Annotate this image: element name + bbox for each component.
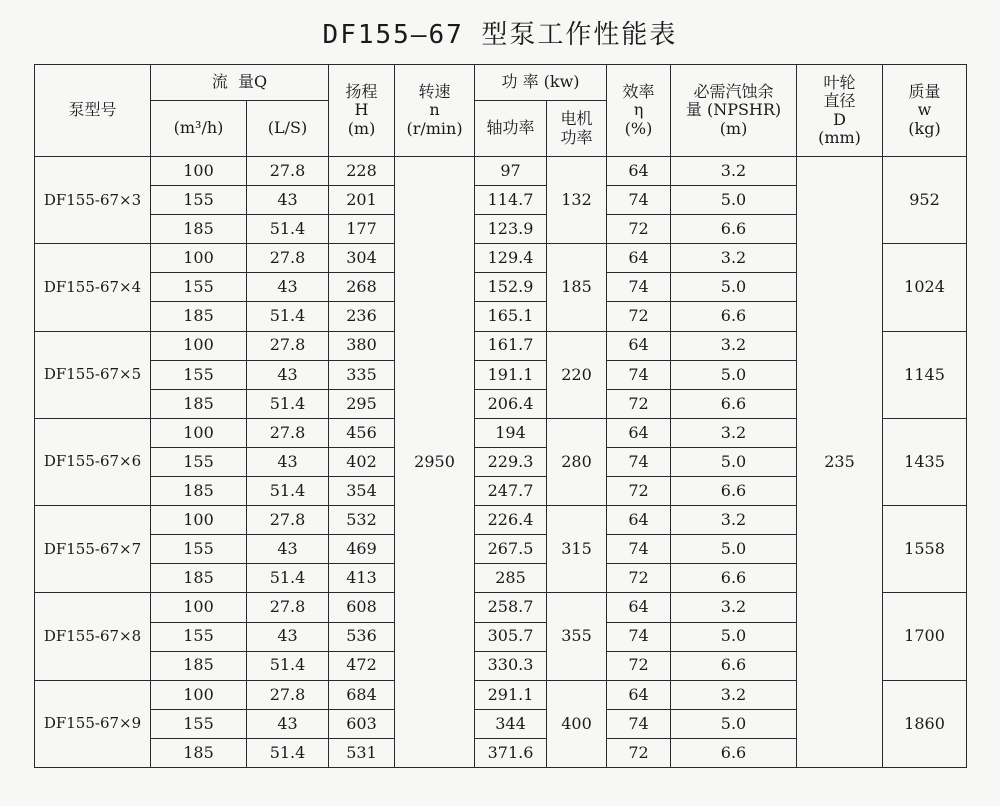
flow-m3h-cell: 100: [151, 593, 247, 622]
flow-m3h-cell: 155: [151, 622, 247, 651]
flow-m3h-cell: 155: [151, 447, 247, 476]
flow-ls-cell: 51.4: [247, 738, 329, 767]
header-impeller: 叶轮 直径 D (mm): [797, 65, 883, 157]
shaft-power-cell: 129.4: [475, 244, 547, 273]
head-cell: 236: [329, 302, 395, 331]
mass-cell: 1860: [883, 680, 967, 767]
flow-m3h-cell: 155: [151, 273, 247, 302]
head-cell: 335: [329, 360, 395, 389]
shaft-power-cell: 371.6: [475, 738, 547, 767]
flow-m3h-cell: 185: [151, 389, 247, 418]
npshr-cell: 5.0: [671, 535, 797, 564]
shaft-power-cell: 291.1: [475, 680, 547, 709]
head-cell: 295: [329, 389, 395, 418]
head-cell: 228: [329, 157, 395, 186]
head-cell: 608: [329, 593, 395, 622]
flow-m3h-cell: 185: [151, 738, 247, 767]
flow-m3h-cell: 185: [151, 215, 247, 244]
efficiency-cell: 64: [607, 506, 671, 535]
npshr-cell: 5.0: [671, 273, 797, 302]
mass-cell: 952: [883, 157, 967, 244]
flow-ls-cell: 27.8: [247, 593, 329, 622]
flow-m3h-cell: 100: [151, 331, 247, 360]
head-cell: 413: [329, 564, 395, 593]
mass-cell: 1024: [883, 244, 967, 331]
flow-m3h-cell: 100: [151, 244, 247, 273]
head-cell: 469: [329, 535, 395, 564]
flow-m3h-cell: 185: [151, 477, 247, 506]
efficiency-cell: 72: [607, 477, 671, 506]
flow-ls-cell: 43: [247, 535, 329, 564]
shaft-power-cell: 330.3: [475, 651, 547, 680]
flow-ls-cell: 51.4: [247, 651, 329, 680]
model-cell: DF155-67×8: [35, 593, 151, 680]
head-cell: 201: [329, 186, 395, 215]
model-cell: DF155-67×4: [35, 244, 151, 331]
npshr-cell: 6.6: [671, 477, 797, 506]
npshr-cell: 5.0: [671, 447, 797, 476]
npshr-cell: 5.0: [671, 622, 797, 651]
flow-ls-cell: 43: [247, 622, 329, 651]
motor-power-cell: 315: [547, 506, 607, 593]
efficiency-cell: 74: [607, 186, 671, 215]
motor-power-cell: 220: [547, 331, 607, 418]
efficiency-cell: 74: [607, 273, 671, 302]
mass-cell: 1558: [883, 506, 967, 593]
shaft-power-cell: 285: [475, 564, 547, 593]
header-power: 功 率 (kw): [475, 65, 607, 101]
shaft-power-cell: 229.3: [475, 447, 547, 476]
head-cell: 304: [329, 244, 395, 273]
flow-ls-cell: 51.4: [247, 477, 329, 506]
efficiency-cell: 74: [607, 535, 671, 564]
head-cell: 380: [329, 331, 395, 360]
table-row: [35, 157, 967, 186]
head-cell: 603: [329, 709, 395, 738]
npshr-cell: 6.6: [671, 389, 797, 418]
shaft-power-cell: 152.9: [475, 273, 547, 302]
header-flow-m3h: (m³/h): [151, 101, 247, 157]
flow-m3h-cell: 185: [151, 651, 247, 680]
table-body: [35, 157, 967, 768]
shaft-power-cell: 194: [475, 418, 547, 447]
head-cell: 456: [329, 418, 395, 447]
header-head: 扬程 H (m): [329, 65, 395, 157]
motor-power-cell: 400: [547, 680, 607, 767]
flow-ls-cell: 51.4: [247, 302, 329, 331]
flow-ls-cell: 27.8: [247, 680, 329, 709]
efficiency-cell: 64: [607, 244, 671, 273]
efficiency-cell: 74: [607, 622, 671, 651]
npshr-cell: 5.0: [671, 360, 797, 389]
efficiency-cell: 74: [607, 709, 671, 738]
npshr-cell: 3.2: [671, 418, 797, 447]
performance-table: [34, 64, 967, 768]
efficiency-cell: 64: [607, 157, 671, 186]
header-speed: 转速 n (r/min): [395, 65, 475, 157]
shaft-power-cell: 267.5: [475, 535, 547, 564]
header-mass: 质量 w (kg): [883, 65, 967, 157]
head-cell: 472: [329, 651, 395, 680]
efficiency-cell: 64: [607, 680, 671, 709]
efficiency-cell: 74: [607, 447, 671, 476]
efficiency-cell: 64: [607, 593, 671, 622]
flow-m3h-cell: 100: [151, 418, 247, 447]
head-cell: 354: [329, 477, 395, 506]
head-cell: 402: [329, 447, 395, 476]
header-motor-power: 电机 功率: [547, 101, 607, 157]
efficiency-cell: 72: [607, 389, 671, 418]
shaft-power-cell: 161.7: [475, 331, 547, 360]
shaft-power-cell: 258.7: [475, 593, 547, 622]
efficiency-cell: 72: [607, 651, 671, 680]
efficiency-cell: 72: [607, 302, 671, 331]
motor-power-cell: 185: [547, 244, 607, 331]
flow-m3h-cell: 185: [151, 302, 247, 331]
shaft-power-cell: 191.1: [475, 360, 547, 389]
npshr-cell: 6.6: [671, 564, 797, 593]
flow-ls-cell: 43: [247, 709, 329, 738]
speed-cell: 2950: [395, 157, 475, 768]
motor-power-cell: 355: [547, 593, 607, 680]
head-cell: 268: [329, 273, 395, 302]
shaft-power-cell: 344: [475, 709, 547, 738]
npshr-cell: 3.2: [671, 680, 797, 709]
efficiency-cell: 74: [607, 360, 671, 389]
header-efficiency: 效率 η (%): [607, 65, 671, 157]
mass-cell: 1145: [883, 331, 967, 418]
model-cell: DF155-67×5: [35, 331, 151, 418]
flow-ls-cell: 27.8: [247, 506, 329, 535]
head-cell: 532: [329, 506, 395, 535]
header-flow-ls: (L/S): [247, 101, 329, 157]
flow-m3h-cell: 155: [151, 535, 247, 564]
model-cell: DF155-67×7: [35, 506, 151, 593]
mass-cell: 1435: [883, 418, 967, 505]
model-cell: DF155-67×6: [35, 418, 151, 505]
table-header: [35, 65, 967, 157]
shaft-power-cell: 226.4: [475, 506, 547, 535]
mass-cell: 1700: [883, 593, 967, 680]
head-cell: 536: [329, 622, 395, 651]
motor-power-cell: 132: [547, 157, 607, 244]
flow-ls-cell: 27.8: [247, 244, 329, 273]
shaft-power-cell: 305.7: [475, 622, 547, 651]
efficiency-cell: 64: [607, 331, 671, 360]
flow-ls-cell: 43: [247, 186, 329, 215]
flow-m3h-cell: 100: [151, 680, 247, 709]
flow-ls-cell: 43: [247, 360, 329, 389]
npshr-cell: 6.6: [671, 738, 797, 767]
npshr-cell: 5.0: [671, 709, 797, 738]
npshr-cell: 3.2: [671, 244, 797, 273]
npshr-cell: 3.2: [671, 506, 797, 535]
head-cell: 684: [329, 680, 395, 709]
motor-power-cell: 280: [547, 418, 607, 505]
flow-m3h-cell: 155: [151, 360, 247, 389]
model-cell: DF155-67×9: [35, 680, 151, 767]
model-cell: DF155-67×3: [35, 157, 151, 244]
shaft-power-cell: 247.7: [475, 477, 547, 506]
head-cell: 177: [329, 215, 395, 244]
npshr-cell: 3.2: [671, 593, 797, 622]
efficiency-cell: 72: [607, 738, 671, 767]
header-model: 泵型号: [35, 65, 151, 157]
shaft-power-cell: 123.9: [475, 215, 547, 244]
npshr-cell: 3.2: [671, 331, 797, 360]
flow-m3h-cell: 100: [151, 157, 247, 186]
npshr-cell: 5.0: [671, 186, 797, 215]
flow-m3h-cell: 155: [151, 186, 247, 215]
flow-m3h-cell: 100: [151, 506, 247, 535]
header-flow: 流 量Q: [151, 65, 329, 101]
flow-ls-cell: 27.8: [247, 157, 329, 186]
flow-ls-cell: 43: [247, 447, 329, 476]
npshr-cell: 6.6: [671, 215, 797, 244]
flow-ls-cell: 27.8: [247, 418, 329, 447]
npshr-cell: 3.2: [671, 157, 797, 186]
head-cell: 531: [329, 738, 395, 767]
efficiency-cell: 64: [607, 418, 671, 447]
flow-m3h-cell: 155: [151, 709, 247, 738]
shaft-power-cell: 97: [475, 157, 547, 186]
page-title: DF155—67 型泵工作性能表: [322, 20, 678, 50]
shaft-power-cell: 165.1: [475, 302, 547, 331]
impeller-cell: 235: [797, 157, 883, 768]
shaft-power-cell: 114.7: [475, 186, 547, 215]
npshr-cell: 6.6: [671, 651, 797, 680]
npshr-cell: 6.6: [671, 302, 797, 331]
flow-ls-cell: 43: [247, 273, 329, 302]
efficiency-cell: 72: [607, 564, 671, 593]
shaft-power-cell: 206.4: [475, 389, 547, 418]
flow-ls-cell: 27.8: [247, 331, 329, 360]
flow-ls-cell: 51.4: [247, 564, 329, 593]
header-npshr: 必需汽蚀余 量 (NPSHR) (m): [671, 65, 797, 157]
flow-ls-cell: 51.4: [247, 215, 329, 244]
header-shaft-power: 轴功率: [475, 101, 547, 157]
flow-m3h-cell: 185: [151, 564, 247, 593]
efficiency-cell: 72: [607, 215, 671, 244]
flow-ls-cell: 51.4: [247, 389, 329, 418]
